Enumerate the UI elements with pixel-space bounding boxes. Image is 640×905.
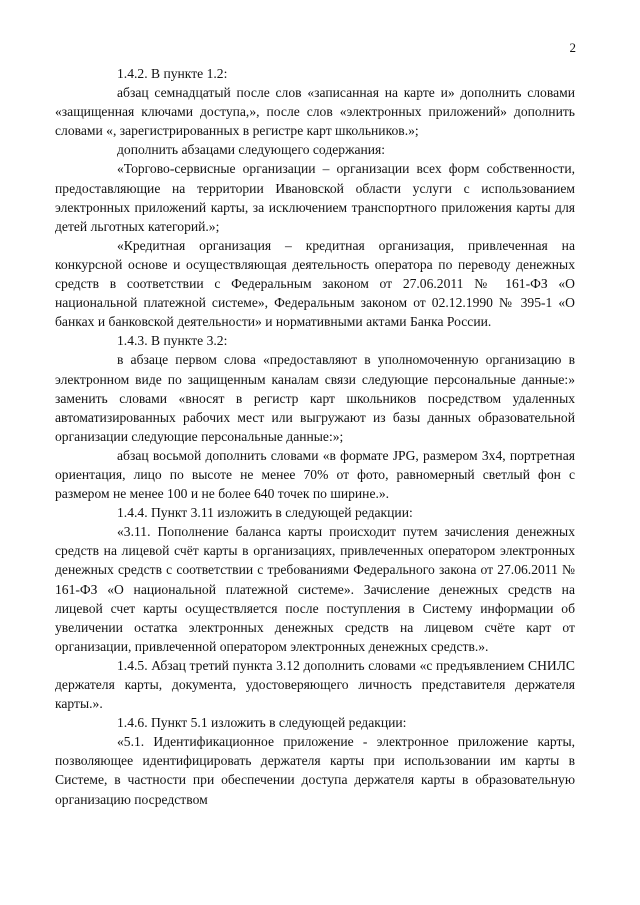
paragraph-abzac-vosmoi: абзац восьмой дополнить словами «в формате JPG, размером 3х4, портретная ориентация, лицо по высоте не менее 70% от фото, равномерный светлый фон с размером не менее 100 и не более 640 точек по ширине.». [55, 447, 575, 502]
paragraph-3-11: «3.11. Пополнение баланса карты происходит путем зачисления денежных средств на лицевой счёт карты в организациях, привлеченных оператором электронных денежных средств с соответствии с требованиями Федерального закона от 27.06.2011 № 161-ФЗ «О национальной платежной системе». Зачисление денежных средств на лицевой счет карты осуществляется после поступления в Систему информации об увеличении остатка электронных денежных средств на лицевом счёте карт от организации, привлеченной оператором электронных денежных средств.». [55, 524, 575, 654]
paragraph-1-4-2: 1.4.2. В пункте 1.2: [117, 66, 228, 81]
paragraph-1-4-5: 1.4.5. Абзац третий пункта 3.12 дополнить словами «с предъявлением СНИЛС держателя карты, документа, удостоверяющего личность представителя держателя карты.». [55, 657, 575, 712]
document-body [55, 64, 575, 809]
paragraph-kreditnaya: «Кредитная организация – кредитная организация, привлеченная на конкурсной основе и осуществляющая деятельность оператора по переводу денежных средств в соответствии с Федеральным законом от 27.06.2011 № 161-ФЗ «О национальной платежной системе», Федеральным законом от 02.12.1990 № 395-1 «О банках и банковской деятельности» и нормативными актами Банка России. [55, 237, 575, 330]
paragraph-torgovo-servisnye: «Торгово-сервисные организации – организации всех форм собственности, предоставляющие на территории Ивановской области услуги с использованием электронных приложений карты, за исключением транспортного приложения карты для детей льготных категорий.»; [55, 161, 575, 234]
paragraph-dopolnit: дополнить абзацами следующего содержания: [117, 142, 386, 158]
page-number: 2 [569, 40, 576, 55]
paragraph-1-4-3: 1.4.3. В пункте 3.2: [117, 333, 228, 349]
paragraph-abzac-pervyi: в абзаце первом слова «предоставляют в уполномоченную организацию в электронном виде по защищенным каналам связи следующие персональные данные:» заменить словами «вносят в регистр карт школьников посредством удаленных автоматизированных рабочих мест или выгружают из базы данных образовательной организации следующие персональные данные:»; [55, 352, 575, 444]
paragraph-1-4-4: 1.4.4. Пункт 3.11 изложить в следующей редакции: [117, 505, 413, 521]
paragraph-abzac-17: абзац семнадцатый после слов «записанная на карте и» дополнить словами «защищенная ключами доступа,», после слов «электронных приложений» дополнить словами «, зарегистрированных в регистре карт школьников.»; [55, 85, 575, 139]
paragraph-5-1: «5.1. Идентификационное приложение - электронное приложение карты, позволяющее идентифицировать держателя карты при использовании им карты в Системе, в частности при обеспечении доступа держателя карты в образовательную организацию посредством [55, 734, 575, 807]
paragraph-1-4-6: 1.4.6. Пункт 5.1 изложить в следующей редакции: [117, 715, 407, 731]
